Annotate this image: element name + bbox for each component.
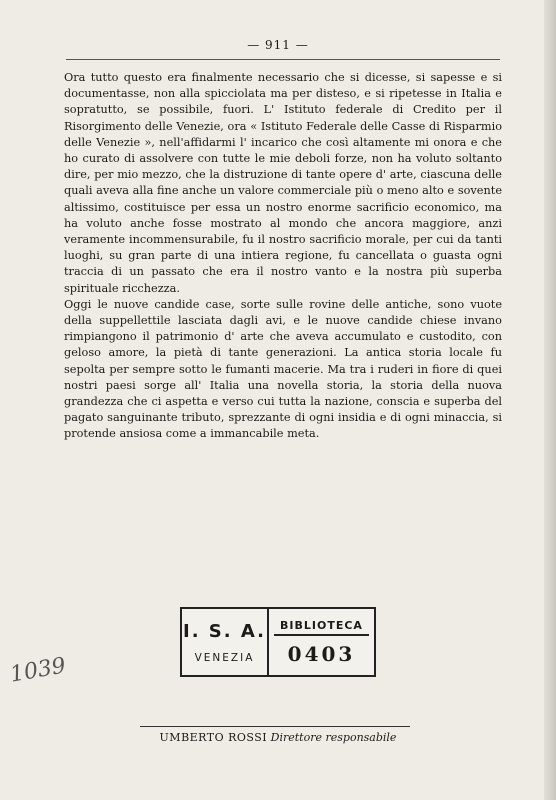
page-number: — 911 — [247,38,309,52]
footer-rule [140,726,410,727]
editor-role: Direttore responsabile [270,731,397,744]
paragraph-2: Oggi le nuove candide case, sorte sulle rovine delle antiche, sono vuote della suppellettile lasciata dagli avi, e le nuove candide chiese invano rimpiangono il patrimonio d' arte che aveva accumulato e custodito, con geloso amore, la pietà di tante generazioni. La antica storia locale fu sepolta per sempre sotto le fumanti macerie. Ma tra i ruderi in fiore di quei nostri paesi sorge all' Italia una novella storia, la storia della nuova grandezza che ci aspetta e verso cui tutta la nazione, conscia e superba del pagato sanguinante tributo, sprezzante di ogni insidia e di ogni minaccia, si protende ansiosa come a immancabile meta. [64,297,502,441]
handwritten-note: 1039 [8,653,68,688]
stamp-org: I. S. A. [183,620,266,642]
stamp-city: VENEZIA [194,651,255,664]
editor-name: UMBERTO ROSSI [159,731,268,744]
library-stamp [180,607,376,677]
footer-credit [0,731,556,744]
page-edge [544,0,556,800]
paragraph-1: Ora tutto questo era finalmente necessario che si dicesse, si sapesse e si documentasse, non alla spicciolata ma per disteso, e si ripetesse in Italia e sopratutto, se possibile, fuori. L' Istituto federale di Credito per il Risorgimento delle Venezie, ora « Istituto Federale delle Casse di Risparmio delle Venezie », nell'affidarmi l' incarico che così altamente mi onora e che ho curato di assolvere con tutte le mie deboli forze, non ha voluto soltanto dire, per mio mezzo, che la distruzione di tante opere d' arte, ciascuna delle quali aveva alla fine anche un valore commerciale più o meno alto e sovente altissimo, costituisce per essa un nostro enorme sacrificio economico, ma ha voluto anche fosse mostrato al mondo che ancora maggiore, anzi veramente incommensurabile, fu il nostro sacrificio morale, per cui da tanti luoghi, su gran parte di una intiera regione, fu cancellata o guasta ogni traccia di un passato che era il nostro vanto e la nostra più superba spirituale ricchezza. [64,71,502,295]
header-rule [66,59,500,60]
stamp-library-label: BIBLIOTECA [274,619,369,636]
stamp-library-box [269,609,374,675]
stamp-number: 0403 [287,641,356,666]
body-text [64,70,502,443]
stamp-org-box [182,609,269,675]
